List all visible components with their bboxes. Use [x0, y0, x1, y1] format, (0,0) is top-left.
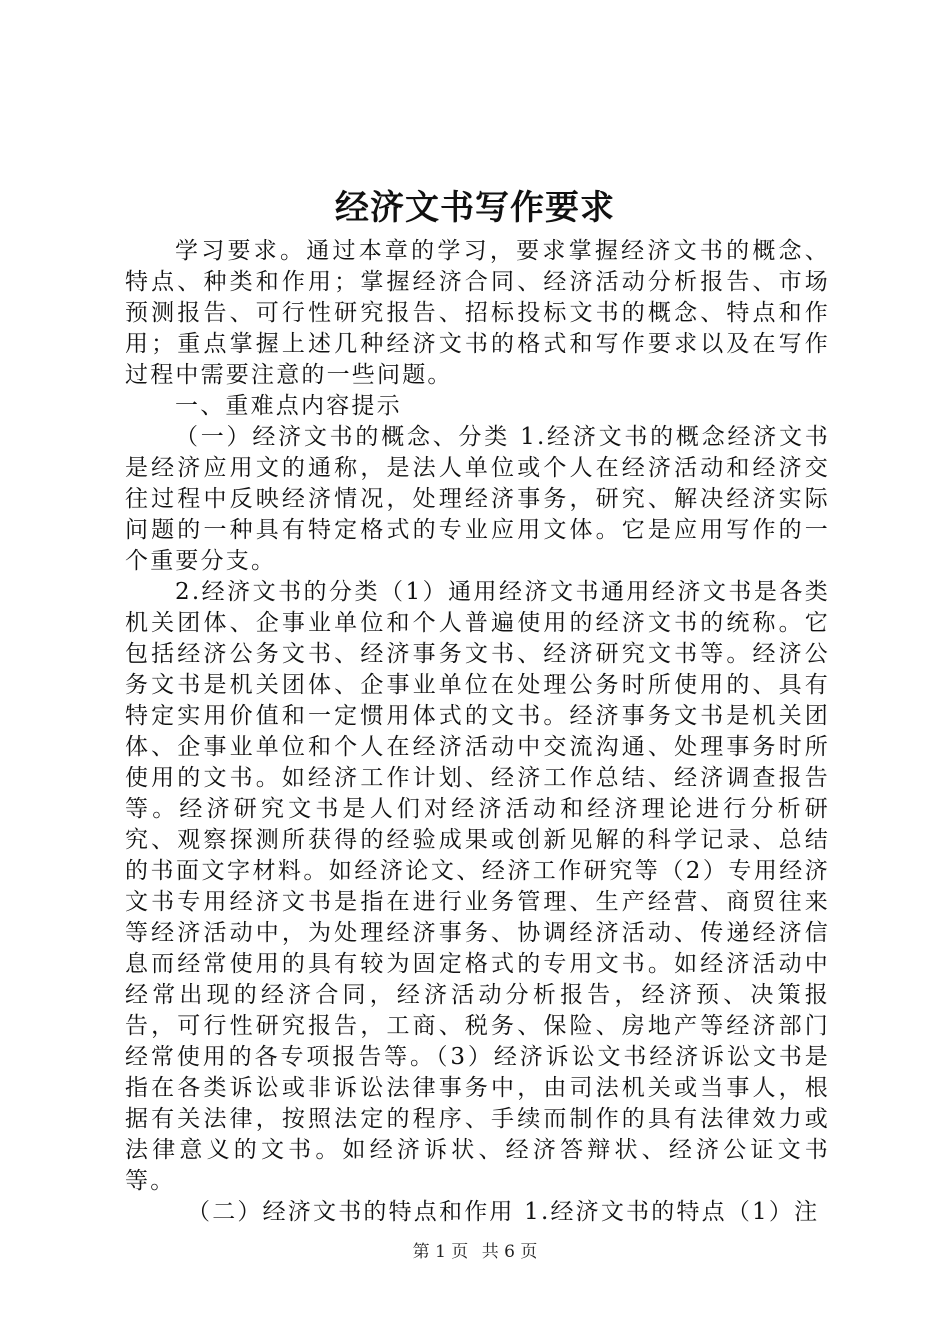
page-footer	[0, 1240, 950, 1264]
page-total: 共 6 页	[481, 1242, 538, 1262]
paragraph-classification-details: 2.经济文书的分类（1）通用经济文书通用经济文书是各类机关团体、企事业单位和个人普遍使用的经济文书的统称。它包括经济公务文书、经济事务文书、经济研究文书等。经济公务文书是机关团体、企事业单位在处理公务时所使用的、具有特定实用价值和一定惯用体式的文书。经济事务文书是机关团体、企事业单位和个人在经济活动中交流沟通、处理事务时所使用的文书。如经济工作计划、经济工作总结、经济调查报告等。经济研究文书是人们对经济活动和经济理论进行分析研究、观察探测所获得的经验成果或创新见解的科学记录、总结的书面文字材料。如经济论文、经济工作研究等（2）专用经济文书专用经济文书是指在进行业务管理、生产经营、商贸往来等经济活动中，为处理经济事务、协调经济活动、传递经济信息而经常使用的具有较为固定格式的专用文书。如经济活动中经常出现的经济合同，经济活动分析报告，经济预、决策报告，可行性研究报告，工商、税务、保险、房地产等经济部门经常使用的各专项报告等。（3）经济诉讼文书经济诉讼文书是指在各类诉讼或非诉讼法律事务中，由司法机关或当事人，根据有关法律，按照法定的程序、手续而制作的具有法律效力或法律意义的文书。如经济诉状、经济答辩状、经济公证文书等。	[125, 579, 830, 1194]
paragraph-features-and-roles: （二）经济文书的特点和作用 1.经济文书的特点（1）注	[187, 1199, 820, 1225]
section-heading-key-points: 一、重难点内容提示	[175, 393, 402, 419]
page-number: 第 1 页	[412, 1242, 469, 1262]
paragraph-concept-classification: （一）经济文书的概念、分类 1.经济文书的概念经济文书是经济应用文的通称，是法人单位或个人在经济活动和经济交往过程中反映经济情况，处理经济事务，研究、解决经济实际问题的一种具有特定格式的专业应用文体。它是应用写作的一个重要分支。	[125, 424, 830, 574]
paragraph-study-requirements: 学习要求。通过本章的学习，要求掌握经济文书的概念、特点、种类和作用；掌握经济合同、经济活动分析报告、市场预测报告、可行性研究报告、招标投标文书的概念、特点和作用；重点掌握上述几种经济文书的格式和写作要求以及在写作过程中需要注意的一些问题。	[125, 238, 830, 388]
document-body	[125, 236, 830, 1228]
document-title: 经济文书写作要求	[335, 188, 615, 228]
